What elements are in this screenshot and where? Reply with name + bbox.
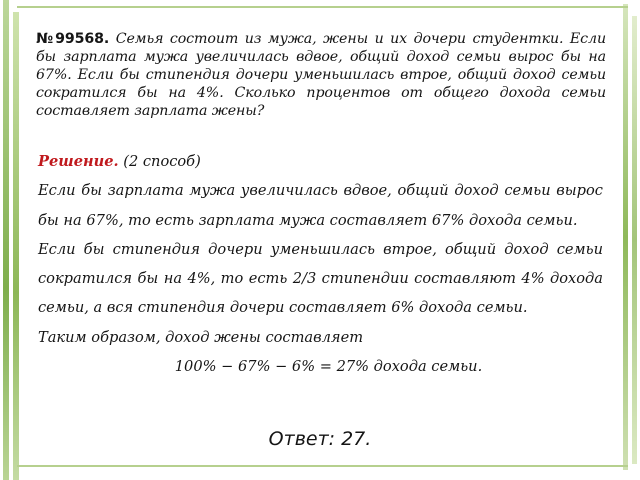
left-decorative-bar-inner <box>13 12 19 480</box>
right-decorative-bar-outer <box>623 4 628 470</box>
solution-paragraph-1: Если бы зарплата мужа увеличилась вдвое, общий доход семьи вырос бы на 67%, то есть зарплата мужа составляет 67% дохода семьи. <box>38 182 603 229</box>
left-decorative-bar-outer <box>3 0 9 480</box>
solution-method: (2 способ) <box>123 153 201 170</box>
problem-text: Семья состоит из мужа, жены и их дочери студентки. Если бы зарплата мужа увеличилась вдвое, общий доход семьи вырос бы на 67%. Если бы стипендия дочери уменьшилась втрое, общий доход семьи сократился бы на 4%. Сколько процентов от общего дохода семьи составляет зарплата жены? <box>36 31 606 119</box>
top-frame-line <box>17 6 628 8</box>
solution-block <box>38 147 603 381</box>
problem-statement <box>36 30 606 120</box>
answer-line: Ответ: 27. <box>268 428 372 450</box>
solution-formula: 100% − 67% − 6% = 27% дохода семьи. <box>174 358 483 376</box>
right-decorative-bar-inner <box>632 16 637 464</box>
solution-heading: Решение. <box>38 153 119 170</box>
solution-paragraph-2: Если бы стипендия дочери уменьшилась втрое, общий доход семьи сократился бы на 4%, то есть 2/3 стипендии составляют 4% дохода семьи, а вся стипендия дочери составляет 6% дохода семьи. <box>38 240 603 317</box>
solution-title <box>38 147 603 176</box>
problem-number: №99568. <box>36 31 110 47</box>
solution-paragraph-3: Таким образом, доход жены составляет <box>38 328 364 346</box>
bottom-frame-line <box>17 465 628 467</box>
